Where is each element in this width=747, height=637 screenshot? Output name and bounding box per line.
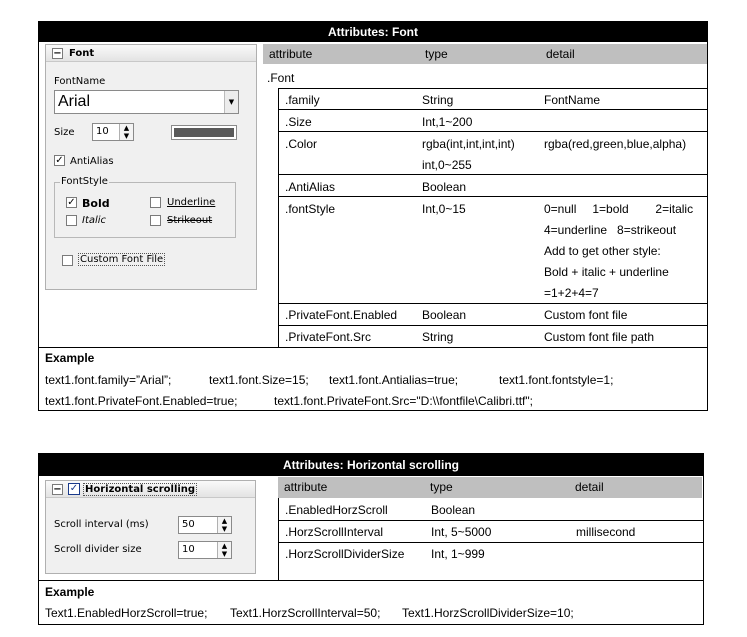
row-antialias-type: Boolean xyxy=(422,180,467,194)
row-privatefont-src-detail: Custom font file path xyxy=(544,330,655,344)
row-size-attribute: .Size xyxy=(285,115,312,129)
spin-up-icon[interactable]: ▲ xyxy=(123,124,130,132)
scroll-example-line xyxy=(45,606,574,620)
underline-checkbox[interactable] xyxy=(150,197,161,208)
example-code: text1.font.PrivateFont.Enabled=true; xyxy=(45,394,238,408)
scroll-example-title: Example xyxy=(45,585,95,599)
row-family-detail: FontName xyxy=(544,93,601,107)
row-color-attribute: .Color xyxy=(285,137,318,151)
size-label: Size xyxy=(54,127,75,138)
scroll-interval-value: 50 xyxy=(182,519,195,530)
scroll-divider-stepper[interactable] xyxy=(178,541,232,559)
row-privatefont-enabled-detail: Custom font file xyxy=(544,308,628,322)
fontstyle-detail-line: Bold + italic + underline xyxy=(544,265,669,279)
fontstyle-detail-line: 4=underline 8=strikeout xyxy=(544,223,677,237)
fontstyle-detail-line: =1+2+4=7 xyxy=(544,286,599,300)
row-enabledhorzscroll-attribute: .EnabledHorzScroll xyxy=(285,503,388,517)
font-color-picker[interactable] xyxy=(171,125,237,140)
scroll-panel-header xyxy=(46,481,255,498)
strikeout-checkbox[interactable] xyxy=(150,215,161,226)
header-attribute: attribute xyxy=(284,480,328,494)
font-panel-header xyxy=(46,45,256,62)
font-example-line-1 xyxy=(45,373,613,387)
collapse-icon[interactable]: − xyxy=(53,48,62,59)
row-horzscrollinterval-type: Int, 5~5000 xyxy=(431,525,492,539)
row-color-type-range: int,0~255 xyxy=(422,158,472,172)
spin-down-icon[interactable]: ▼ xyxy=(123,132,130,140)
row-fontstyle-type: Int,0~15 xyxy=(422,202,466,216)
header-type: type xyxy=(430,480,453,494)
fontname-value: Arial xyxy=(58,93,91,110)
example-code: Text1.EnabledHorzScroll=true; xyxy=(45,606,208,620)
spin-buttons[interactable] xyxy=(119,124,133,140)
fontstyle-detail-line: Add to get other style: xyxy=(544,244,661,258)
row-horzscrollinterval-detail: millisecond xyxy=(576,525,636,539)
row-horzscrolldividersize-type: Int, 1~999 xyxy=(431,547,485,561)
fontstyle-label: FontStyle xyxy=(61,176,108,187)
scroll-panel-title: Horizontal scrolling xyxy=(85,484,196,495)
antialias-checkbox[interactable]: ✓ xyxy=(55,155,64,166)
custom-font-checkbox[interactable] xyxy=(62,255,73,266)
row-privatefont-enabled-type: Boolean xyxy=(422,308,467,322)
header-detail: detail xyxy=(546,47,575,61)
fontname-label: FontName xyxy=(54,76,106,87)
antialias-label: AntiAlias xyxy=(70,156,114,167)
row-family-type: String xyxy=(422,93,454,107)
color-swatch xyxy=(174,128,234,137)
spin-buttons[interactable] xyxy=(217,542,231,558)
header-attribute: attribute xyxy=(269,47,313,61)
horizontal-scrolling-checkbox[interactable]: ✓ xyxy=(69,483,79,494)
fontname-dropdown[interactable] xyxy=(54,90,239,114)
font-table-header-row xyxy=(263,44,707,64)
bold-label: Bold xyxy=(82,197,110,210)
size-stepper[interactable] xyxy=(92,123,134,141)
font-settings-panel xyxy=(45,44,257,290)
font-table-title: Attributes: Font xyxy=(39,22,707,42)
spin-up-icon[interactable]: ▲ xyxy=(221,517,228,525)
font-example-title: Example xyxy=(45,351,95,365)
spin-down-icon[interactable]: ▼ xyxy=(221,550,228,558)
italic-label: Italic xyxy=(82,215,107,226)
font-attributes-table xyxy=(38,21,708,411)
spin-buttons[interactable] xyxy=(217,517,231,533)
spin-up-icon[interactable]: ▲ xyxy=(221,542,228,550)
strikeout-label: Strikeout xyxy=(167,215,213,226)
example-code: text1.font.fontstyle=1; xyxy=(499,373,614,387)
scroll-settings-panel xyxy=(45,480,256,574)
scroll-divider-value: 10 xyxy=(182,544,195,555)
row-enabledhorzscroll-type: Boolean xyxy=(431,503,476,517)
font-panel-title: Font xyxy=(69,48,95,59)
example-code: text1.font.Antialias=true; xyxy=(329,373,459,387)
fontstyle-detail-line: 0=null 1=bold 2=italic xyxy=(544,202,694,216)
underline-label: Underline xyxy=(167,197,216,208)
example-code: text1.font.PrivateFont.Src="D:\\fontfile\Calibri.ttf"; xyxy=(274,394,533,408)
row-privatefont-src-type: String xyxy=(422,330,454,344)
row-fontstyle-attribute: .fontStyle xyxy=(285,202,336,216)
row-antialias-attribute: .AntiAlias xyxy=(285,180,336,194)
custom-font-label: Custom Font File xyxy=(80,254,164,265)
row-family-attribute: .family xyxy=(285,93,320,107)
example-code: text1.font.family=”Arial”; xyxy=(45,373,172,387)
spin-down-icon[interactable]: ▼ xyxy=(221,525,228,533)
fontstyle-group xyxy=(54,182,236,238)
row-color-type: rgba(int,int,int,int) xyxy=(422,137,515,151)
scroll-attributes-table xyxy=(38,453,704,625)
row-privatefont-enabled-attribute: .PrivateFont.Enabled xyxy=(285,308,398,322)
row-font-attribute: .Font xyxy=(267,71,295,85)
example-code: text1.font.Size=15; xyxy=(209,373,309,387)
scroll-interval-label: Scroll interval (ms) xyxy=(54,519,149,530)
header-detail: detail xyxy=(575,480,604,494)
example-code: Text1.HorzScrollInterval=50; xyxy=(230,606,381,620)
row-privatefont-src-attribute: .PrivateFont.Src xyxy=(285,330,372,344)
header-type: type xyxy=(425,47,448,61)
row-size-type: Int,1~200 xyxy=(422,115,473,129)
scroll-table-title: Attributes: Horizontal scrolling xyxy=(39,454,703,476)
scroll-table-header-row xyxy=(278,477,702,498)
chevron-down-icon[interactable]: ▼ xyxy=(224,91,238,113)
size-value: 10 xyxy=(96,126,109,137)
scroll-interval-stepper[interactable] xyxy=(178,516,232,534)
italic-checkbox[interactable] xyxy=(66,215,77,226)
row-fontstyle-detail xyxy=(544,199,706,304)
row-horzscrolldividersize-attribute: .HorzScrollDividerSize xyxy=(285,547,405,561)
scroll-divider-label: Scroll divider size xyxy=(54,544,142,555)
collapse-icon[interactable]: − xyxy=(53,484,62,495)
font-example-line-2 xyxy=(45,394,533,408)
row-horzscrollinterval-attribute: .HorzScrollInterval xyxy=(285,525,384,539)
example-code: Text1.HorzScrollDividerSize=10; xyxy=(402,606,574,620)
row-color-detail: rgba(red,green,blue,alpha) xyxy=(544,137,687,151)
bold-checkbox[interactable]: ✓ xyxy=(67,197,76,208)
